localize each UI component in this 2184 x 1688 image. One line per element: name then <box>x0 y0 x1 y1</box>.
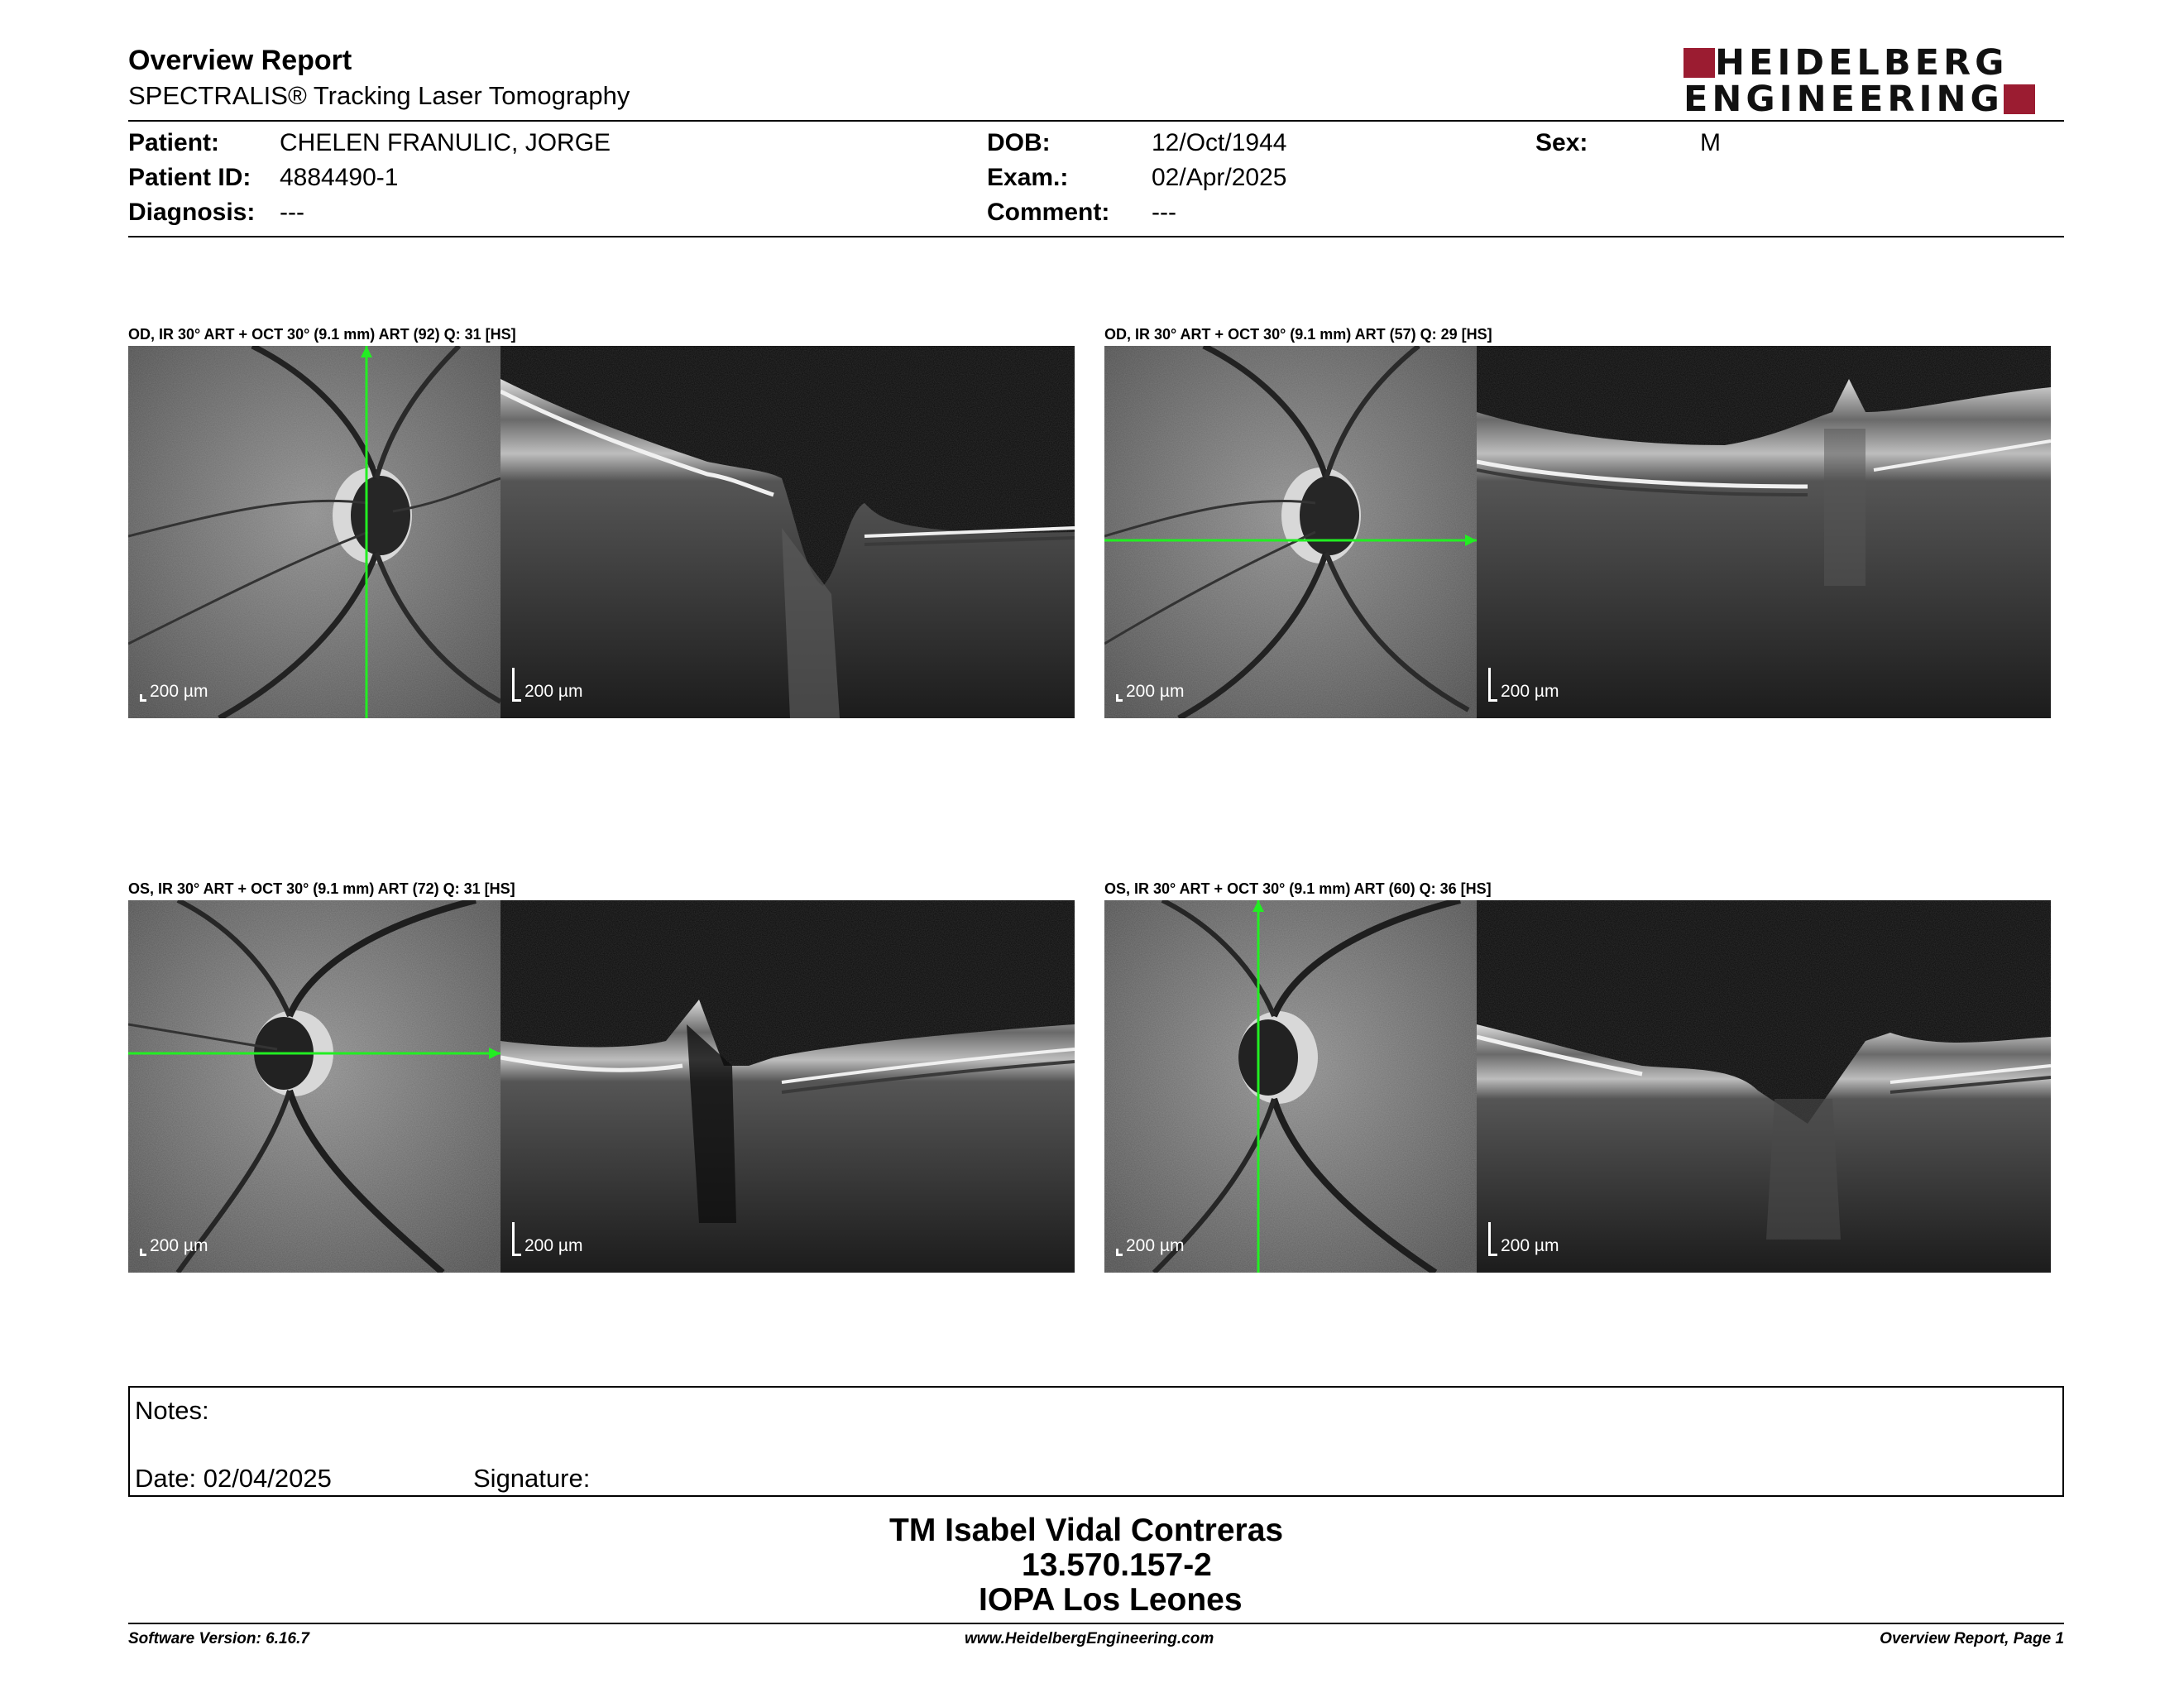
scan-panel-1[interactable] <box>128 346 1075 718</box>
patient-labels-col1 <box>128 126 255 230</box>
diagnosis-label: Diagnosis: <box>128 199 256 226</box>
fundus-graphic-1 <box>128 346 500 718</box>
patient-values-col1 <box>280 126 611 230</box>
fundus-image-2[interactable] <box>1104 346 1477 718</box>
dob-value: 12/Oct/1944 <box>1152 129 1287 156</box>
fundus-image-1[interactable] <box>128 346 500 718</box>
logo-text-top: HEIDELBERG <box>1715 42 2009 84</box>
scan-panel-4[interactable] <box>1104 900 2051 1273</box>
header-divider <box>128 120 2064 122</box>
footer-page: Overview Report, Page 1 <box>1880 1630 2064 1647</box>
patient-label: Patient: <box>128 129 220 156</box>
footer-software-version: Software Version: 6.16.7 <box>128 1630 309 1647</box>
stamp-rut: 13.570.157-2 <box>1022 1547 1212 1583</box>
fundus-image-3[interactable] <box>128 900 500 1273</box>
fundus-graphic-2 <box>1104 346 1477 718</box>
panel-4-caption: OS, IR 30° ART + OCT 30° (9.1 mm) ART (60) Q: 36 [HS] <box>1104 880 1492 897</box>
bscan-graphic-4 <box>1477 900 2051 1273</box>
report-subtitle: SPECTRALIS® Tracking Laser Tomography <box>128 81 630 110</box>
sex-label: Sex: <box>1535 129 1588 156</box>
bscan-graphic-1 <box>500 346 1075 718</box>
bscan-scalebar-3: 200 µm <box>512 1222 582 1256</box>
comment-value: --- <box>1152 199 1176 226</box>
logo-square-bottom <box>2004 84 2035 114</box>
fundus-scalebar-1: 200 µm <box>140 682 208 702</box>
panel-2-caption: OD, IR 30° ART + OCT 30° (9.1 mm) ART (57) Q: 29 [HS] <box>1104 326 1492 343</box>
logo-square-top <box>1684 48 1715 78</box>
patient-labels-col2 <box>987 126 1109 230</box>
comment-label: Comment: <box>987 199 1110 226</box>
patient-id-label: Patient ID: <box>128 164 251 191</box>
logo-text-bottom: ENGINEERING <box>1684 79 2004 120</box>
heidelberg-logo <box>1684 42 2064 120</box>
sex-value-col <box>1700 126 1721 161</box>
panel-3-caption: OS, IR 30° ART + OCT 30° (9.1 mm) ART (72) Q: 31 [HS] <box>128 880 515 897</box>
patient-name: CHELEN FRANULIC, JORGE <box>280 129 611 156</box>
fundus-scalebar-3: 200 µm <box>140 1236 208 1256</box>
bscan-scalebar-4: 200 µm <box>1488 1222 1559 1256</box>
stamp-name: TM Isabel Vidal Contreras <box>889 1513 1284 1548</box>
scan-panel-2[interactable] <box>1104 346 2051 718</box>
exam-value: 02/Apr/2025 <box>1152 164 1287 191</box>
sex-label-col <box>1535 126 1588 161</box>
patient-divider <box>128 236 2064 237</box>
bscan-scalebar-1: 200 µm <box>512 668 582 702</box>
exam-label: Exam.: <box>987 164 1069 191</box>
bscan-scalebar-2: 200 µm <box>1488 668 1559 702</box>
fundus-graphic-4 <box>1104 900 1477 1273</box>
panel-1-caption: OD, IR 30° ART + OCT 30° (9.1 mm) ART (92) Q: 31 [HS] <box>128 326 516 343</box>
patient-id: 4884490-1 <box>280 164 399 191</box>
footer-website[interactable]: www.HeidelbergEngineering.com <box>965 1630 1214 1647</box>
diagnosis-value: --- <box>280 199 304 226</box>
fundus-graphic-3 <box>128 900 500 1273</box>
oct-bscan-3[interactable] <box>500 900 1075 1273</box>
bscan-graphic-2 <box>1477 346 2051 718</box>
fundus-scalebar-4: 200 µm <box>1116 1236 1184 1256</box>
fundus-scalebar-2: 200 µm <box>1116 682 1184 702</box>
report-title: Overview Report <box>128 45 352 76</box>
oct-bscan-1[interactable] <box>500 346 1075 718</box>
bscan-graphic-3 <box>500 900 1075 1273</box>
patient-values-col2 <box>1152 126 1286 230</box>
oct-bscan-4[interactable] <box>1477 900 2051 1273</box>
notes-box[interactable] <box>128 1386 2064 1497</box>
footer-divider <box>128 1623 2064 1624</box>
stamp-institution: IOPA Los Leones <box>979 1582 1243 1618</box>
scan-panel-3[interactable] <box>128 900 1075 1273</box>
signature-label: Signature: <box>473 1464 591 1493</box>
fundus-image-4[interactable] <box>1104 900 1477 1273</box>
sex-value: M <box>1700 129 1721 156</box>
oct-bscan-2[interactable] <box>1477 346 2051 718</box>
notes-label: Notes: <box>135 1396 209 1425</box>
notes-date: Date: 02/04/2025 <box>135 1464 332 1493</box>
dob-label: DOB: <box>987 129 1051 156</box>
